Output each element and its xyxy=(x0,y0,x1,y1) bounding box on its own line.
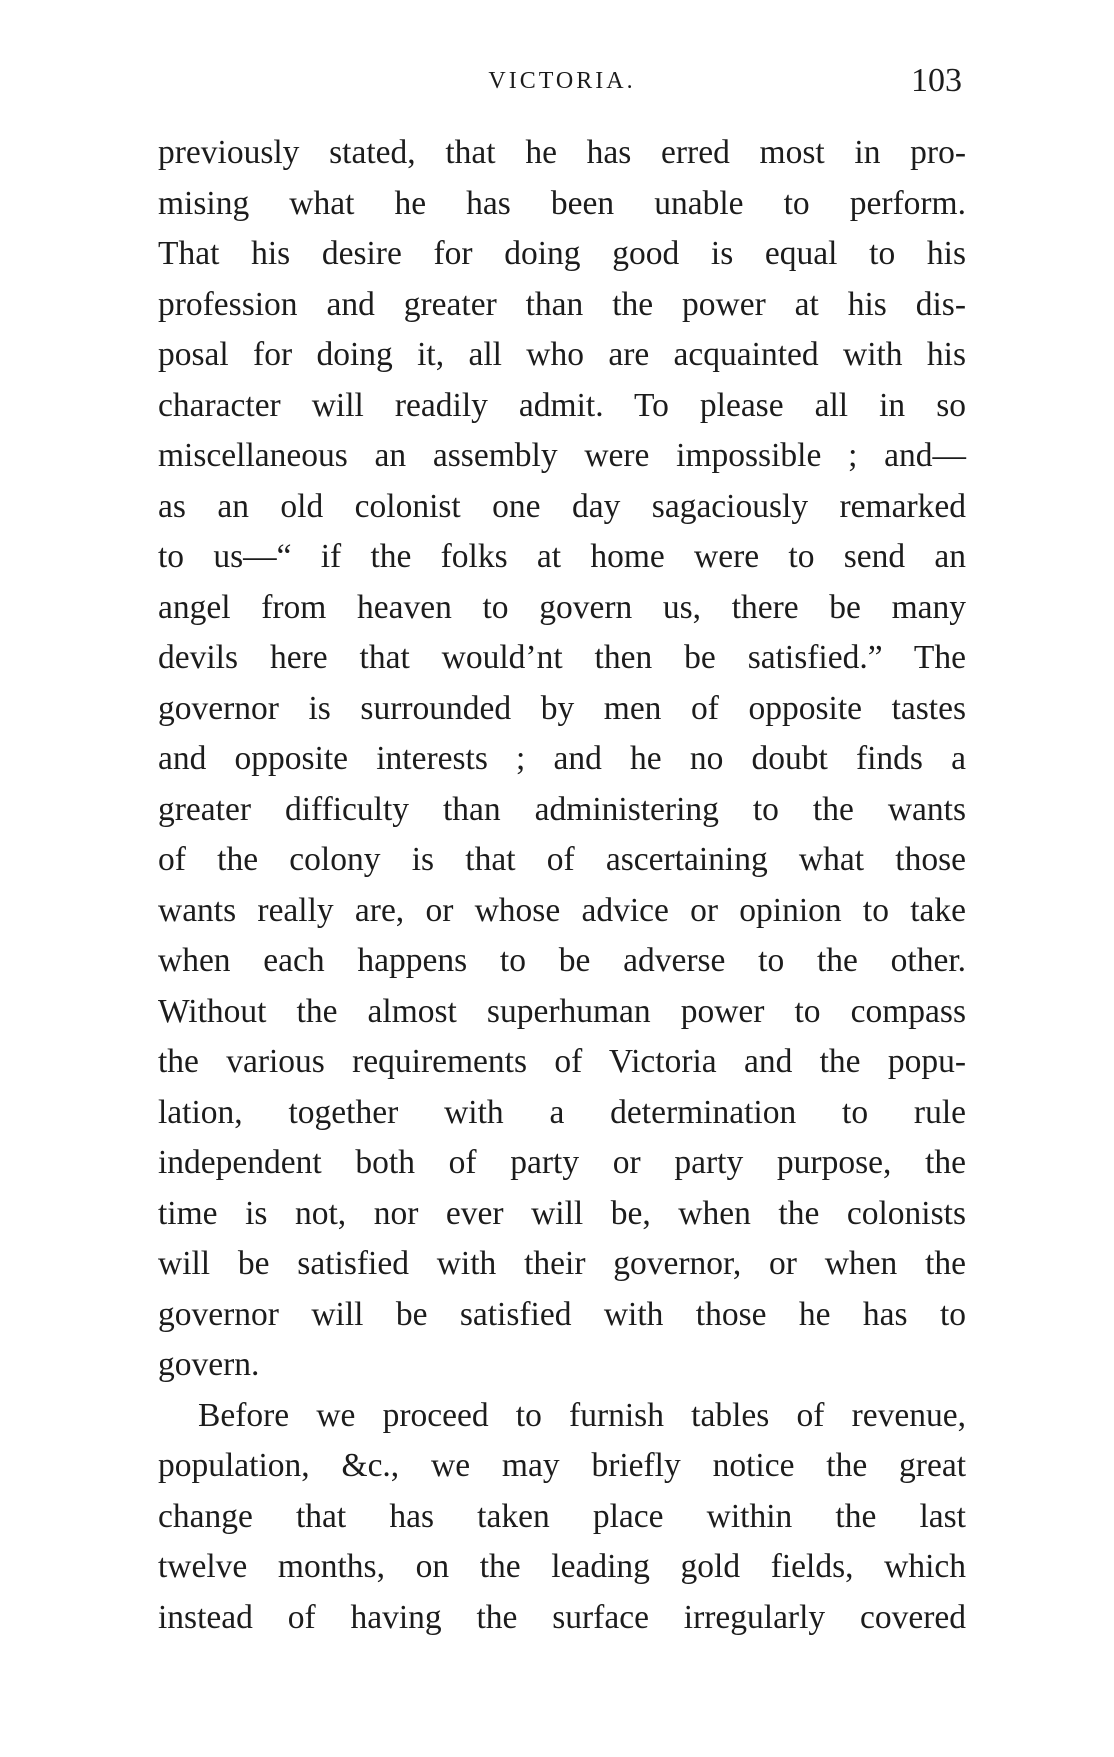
text-line: instead of having the surface irregularly covered xyxy=(158,1598,966,1636)
text-line: wants really are, or whose advice or opinion to take xyxy=(158,891,966,929)
text-line: mising what he has been unable to perform. xyxy=(158,184,966,222)
text-line: population, &c., we may briefly notice the great xyxy=(158,1447,966,1484)
text-line: Without the almost superhuman power to compass xyxy=(158,992,966,1030)
text-line: governor will be satisfied with those he has to xyxy=(158,1295,966,1333)
text-line: change that has taken place within the last xyxy=(158,1497,966,1535)
text-line: devils here that would’nt then be satisfied.” The xyxy=(158,639,966,676)
text-line: posal for doing it, all who are acquainted with his xyxy=(158,336,966,373)
text-line: lation, together with a determination to rule xyxy=(158,1093,966,1131)
text-line: Before we proceed to furnish tables of revenue, xyxy=(198,1396,966,1434)
text-line: time is not, nor ever will be, when the colonists xyxy=(158,1194,966,1232)
text-line: miscellaneous an assembly were impossible ; and— xyxy=(158,437,966,474)
paragraph-1 xyxy=(158,128,966,1391)
text-line: independent both of party or party purpose, the xyxy=(158,1144,966,1181)
text-line: profession and greater than the power at his dis- xyxy=(158,285,966,323)
running-title: VICTORIA. xyxy=(488,68,636,94)
text-line: to us—“ if the folks at home were to send an xyxy=(158,538,966,575)
text-line: previously stated, that he has erred most in pro- xyxy=(158,134,966,171)
text-line: and opposite interests ; and he no doubt finds a xyxy=(158,740,966,777)
paragraph-2 xyxy=(158,1391,966,1644)
text-line: angel from heaven to govern us, there be many xyxy=(158,588,966,626)
text-line: governor is surrounded by men of opposite tastes xyxy=(158,689,966,727)
text-line: will be satisfied with their governor, or when the xyxy=(158,1245,966,1282)
body-text xyxy=(158,128,966,1643)
text-line: govern. xyxy=(158,1346,260,1383)
text-line: character will readily admit. To please all in so xyxy=(158,386,966,424)
text-line: of the colony is that of ascertaining what those xyxy=(158,841,966,878)
text-line: That his desire for doing good is equal to his xyxy=(158,235,966,272)
text-line: twelve months, on the leading gold fields, which xyxy=(158,1548,966,1585)
text-line: the various requirements of Victoria and the popu- xyxy=(158,1043,966,1080)
running-head xyxy=(158,62,966,102)
text-line: when each happens to be adverse to the other. xyxy=(158,942,966,979)
page-number: 103 xyxy=(911,62,962,99)
text-line: greater difficulty than administering to the wants xyxy=(158,790,966,828)
text-line: as an old colonist one day sagaciously remarked xyxy=(158,487,966,525)
